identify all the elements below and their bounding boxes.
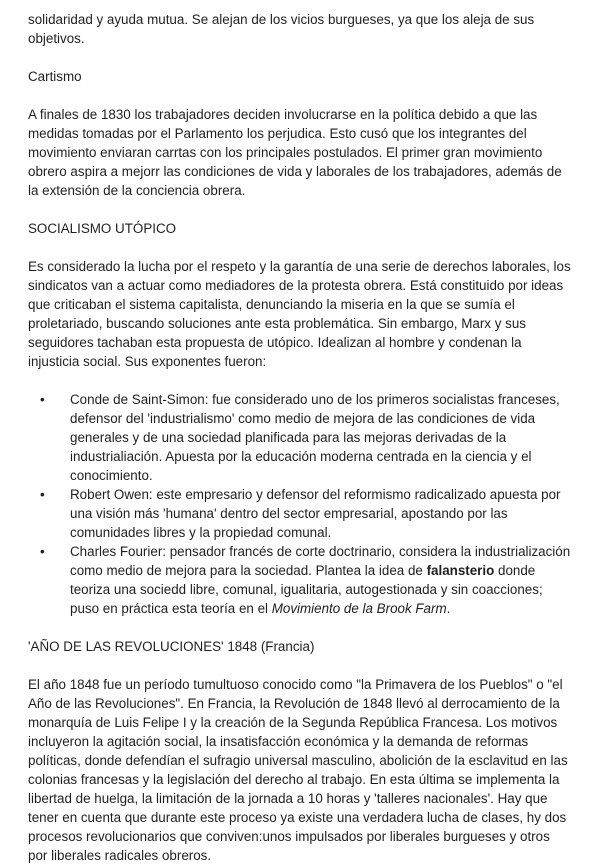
list-item [28,542,572,618]
cartismo-paragraph: A finales de 1830 los trabajadores deciden involucrarse en la política debido a que las medidas tomadas por el Parlamento los perjudica. Esto cusó que los integrantes del movimiento enviaran carrtas con los principales postulados. El primer gran movimiento obrero aspira a mejorr las condiciones de vida y laborales de los trabajadores, además de la extensión de la conciencia obrera. [28,107,562,198]
exponents-list [28,390,572,618]
bullet-icon: • [40,487,45,502]
bullet-icon: • [40,392,45,407]
fourier-text-b: donde teoriza una sociedd libre, comunal, igualitaria, autogestionada y sin coacciones; puso en práctica esta teoría en el [70,563,543,616]
revoluciones-heading: 'AÑO DE LAS REVOLUCIONES' 1848 (Francia) [28,639,315,654]
bullet-icon: • [40,544,45,559]
socialismo-paragraph: Es considerado la lucha por el respeto y la garantía de una serie de derechos laborales, los sindicatos van a actuar como mediadores de la protesta obrera. Está constituido por ideas que criticaban el sistema capitalista, denunciando la miseria en la que se sumía el proletariado, buscando soluciones ante esta problemática. Sin embargo, Marx y sus seguidores tachaban esta propuesta de utópico. Idealizan al hombre y condenan la injusticia social. Sus exponentes fueron: [28,259,571,369]
cartismo-heading: Cartismo [28,69,82,84]
fourier-text-c: . [446,601,451,616]
exponent-owen: Robert Owen: este empresario y defensor del reformismo radicalizado apuesta por una visión más 'humana' dentro del sector empresarial, apostando por las comunidades libres y la propiedad comunal. [70,487,561,540]
fourier-text-a: Charles Fourier: pensador francés de corte doctrinario, considera la industrialización como medio de mejora para la sociedad. Plantea la idea de [70,544,571,578]
intro-paragraph-tail: solidaridad y ayuda mutua. Se alejan de los vicios burgueses, ya que los aleja de sus objetivos. [28,12,535,46]
list-item [28,390,572,485]
exponent-fourier [70,544,570,616]
socialismo-heading: SOCIALISMO UTÓPICO [28,221,177,236]
brook-farm-term: Movimiento de la Brook Farm [271,601,447,616]
revoluciones-paragraph: El año 1848 fue un período tumultuoso conocido como "la Primavera de los Pueblos" o "el Año de las Revoluciones". En Francia, la Revolución de 1848 llevó al derrocamiento de la monarquía de Luis Felipe I y la creación de la Segunda República Francesa. Los motivos incluyeron la agitación social, la insatisfacción económica y la demanda de reformas políticas, donde defendían el sufragio universal masculino, abolición de la esclavitud en las colonias francesas y la legislación del derecho al trabajo. En esta última se implementa la libertad de huelga, la limitación de la jornada a 10 horas y 'talleres nacionales'. Hay que tener en cuenta que durante este proceso ya existe una verdadera lucha de clases, hy dos procesos revolucionarios que conviven:unos impulsados por liberales burgueses y otros por liberales radicales obreros. [28,677,568,863]
list-item [28,485,572,542]
exponent-saint-simon: Conde de Saint-Simon: fue considerado uno de los primeros socialistas franceses, defensor del 'industrialismo' como medio de mejora de las condiciones de vida generales y de una sociedad planificada para las mejoras derivadas de la industrialiación. Apuesta por la educación moderna centrada en la ciencia y el conocimiento. [70,392,560,483]
falansterio-term: falansterio [426,563,495,578]
